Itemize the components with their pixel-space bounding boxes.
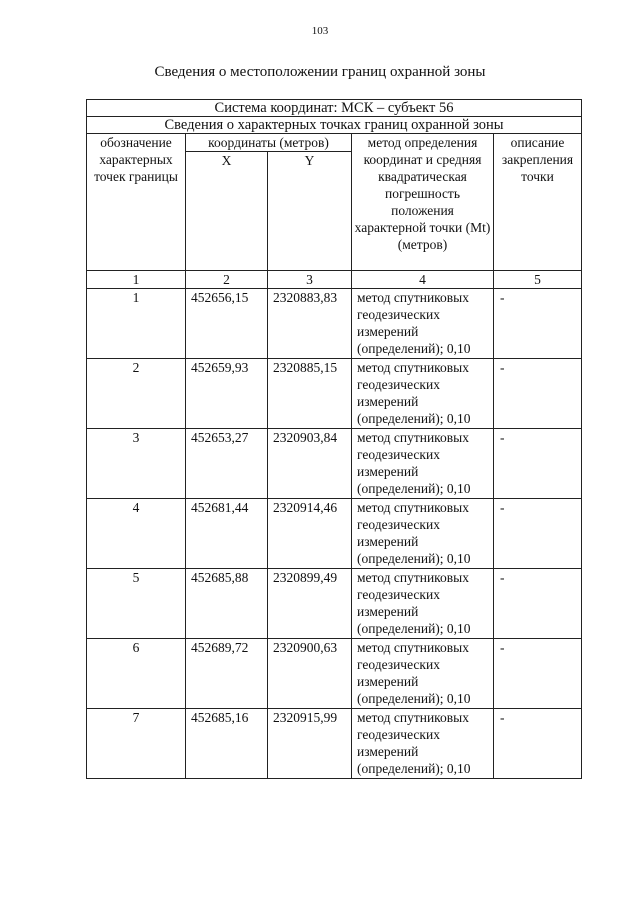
page-number: 103: [311, 25, 329, 37]
description-cell: -: [494, 289, 582, 359]
header-point-designation: обозначение характерных точек границы: [87, 134, 186, 271]
y-coordinate: 2320883,83: [268, 289, 352, 359]
x-coordinate: 452681,44: [186, 499, 268, 569]
y-coordinate: 2320914,46: [268, 499, 352, 569]
page-title: Сведения о местоположении границ охранной зоны: [154, 64, 486, 80]
description-cell: -: [494, 429, 582, 499]
point-number: 5: [87, 569, 186, 639]
column-number: 1: [87, 271, 186, 289]
boundary-points-table: [86, 99, 582, 779]
x-coordinate: 452685,16: [186, 709, 268, 779]
description-cell: -: [494, 639, 582, 709]
method-cell: метод спутниковых геодезических измерений (определений); 0,10: [352, 289, 494, 359]
header-coordinates: координаты (метров): [186, 134, 352, 152]
x-coordinate: 452656,15: [186, 289, 268, 359]
y-coordinate: 2320903,84: [268, 429, 352, 499]
point-number: 3: [87, 429, 186, 499]
table-row: [87, 709, 582, 779]
x-coordinate: 452659,93: [186, 359, 268, 429]
table-row: [87, 569, 582, 639]
table-row: [87, 639, 582, 709]
y-coordinate: 2320900,63: [268, 639, 352, 709]
method-cell: метод спутниковых геодезических измерений (определений); 0,10: [352, 429, 494, 499]
method-cell: метод спутниковых геодезических измерений (определений); 0,10: [352, 359, 494, 429]
table-row: [87, 429, 582, 499]
header-y: Y: [268, 152, 352, 271]
column-number-row: [87, 271, 582, 289]
header-description: описание закрепления точки: [494, 134, 582, 271]
y-coordinate: 2320899,49: [268, 569, 352, 639]
description-cell: -: [494, 709, 582, 779]
method-cell: метод спутниковых геодезических измерений (определений); 0,10: [352, 639, 494, 709]
y-coordinate: 2320915,99: [268, 709, 352, 779]
x-coordinate: 452653,27: [186, 429, 268, 499]
method-cell: метод спутниковых геодезических измерений (определений); 0,10: [352, 569, 494, 639]
table-row: [87, 359, 582, 429]
point-number: 6: [87, 639, 186, 709]
method-cell: метод спутниковых геодезических измерений (определений); 0,10: [352, 709, 494, 779]
column-number: 2: [186, 271, 268, 289]
table-row: [87, 499, 582, 569]
x-coordinate: 452689,72: [186, 639, 268, 709]
section-title: Сведения о характерных точках границ охранной зоны: [87, 117, 582, 134]
column-number: 4: [352, 271, 494, 289]
point-number: 2: [87, 359, 186, 429]
table-row: [87, 289, 582, 359]
description-cell: -: [494, 359, 582, 429]
y-coordinate: 2320885,15: [268, 359, 352, 429]
header-x: X: [186, 152, 268, 271]
column-number: 5: [494, 271, 582, 289]
x-coordinate: 452685,88: [186, 569, 268, 639]
column-number: 3: [268, 271, 352, 289]
description-cell: -: [494, 569, 582, 639]
point-number: 7: [87, 709, 186, 779]
point-number: 1: [87, 289, 186, 359]
coordinate-system-label: Система координат: МСК – субъект 56: [87, 100, 582, 117]
header-method: метод определения координат и средняя квадратическая погрешность положения характерной точки (Mt) (метров): [352, 134, 494, 271]
point-number: 4: [87, 499, 186, 569]
description-cell: -: [494, 499, 582, 569]
method-cell: метод спутниковых геодезических измерений (определений); 0,10: [352, 499, 494, 569]
